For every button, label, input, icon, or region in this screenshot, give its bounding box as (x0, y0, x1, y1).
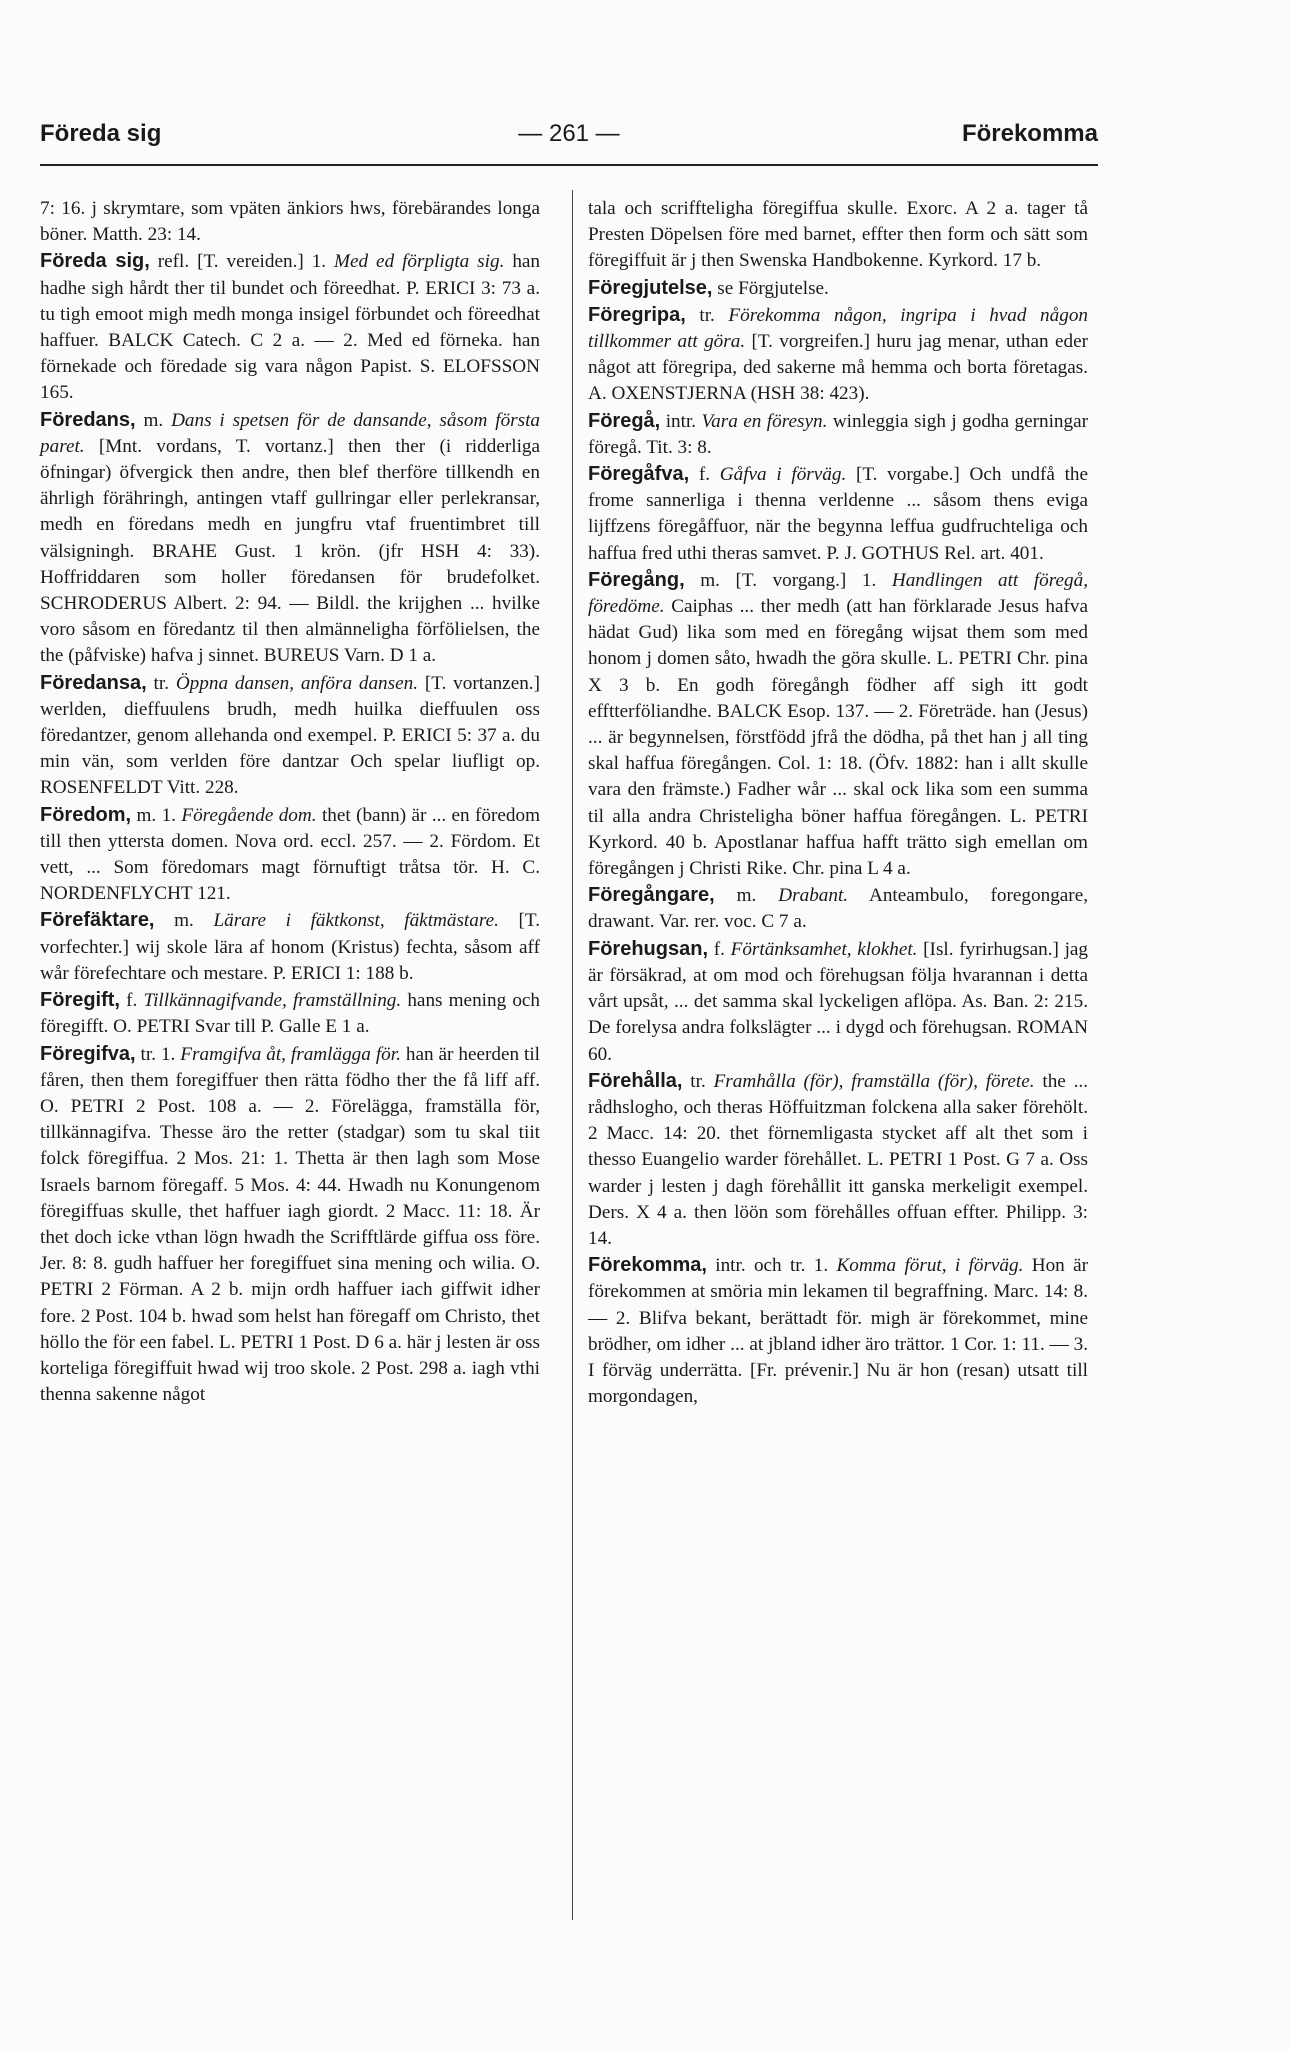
entry-text: 7: 16. j skrymtare, som vpäten änkiors hws, förebärandes longa böner. Matth. 23: 14. (40, 198, 540, 246)
grammar-note: m. (174, 910, 194, 932)
definition: Framgifva åt, framlägga för. (180, 1043, 401, 1065)
dictionary-entry (40, 248, 540, 406)
entry-text: Hon är förekommen at smöria min lekamen til begraffning. Marc. 14: 8. — 2. Blifva bekant, berättadt för. migh är förekommet, mine brödher, om idher ... at jbland idher äro trättor. 1 Cor. 1: 11. — 3. I förväg underrätta. [Fr. prévenir.] Nu är hon (resan) utsatt till morgondagen, (588, 1255, 1088, 1408)
grammar-note: se (717, 277, 734, 299)
entry-text: [T. vorgabe.] Och undfå the frome sannerliga i thenna verldenne ... såsom thens eviga lijffzens föregåffuor, när the begynna leffua gudfruchteliga och haffua fred uthi theras samvet. P. J. GOTHUS Rel. art. 401. (588, 464, 1089, 564)
dictionary-entry (588, 196, 1088, 275)
grammar-note: m. (143, 409, 164, 431)
definition: Handlingen att föregå, föredöme. (588, 569, 1089, 618)
running-head-right: Förekomma (961, 120, 1098, 147)
dictionary-entry (40, 407, 540, 670)
entry-text: hans mening och föregifft. O. PETRI Svar till P. Galle E 1 a. (40, 990, 541, 1038)
grammar-note: intr. (665, 410, 697, 432)
definition: Vara en föresyn. (701, 410, 828, 432)
headword: Förehålla, (588, 1069, 683, 1092)
entry-text: tala och scriffteligha föregiffua skulle. Exorc. A 2 a. tager tå Presten Döpelsen före med barnet, effter then form och sätt som föregiffuit är j then Swenska Handbokenne. Kyrkord. 17 b. (588, 198, 1088, 272)
entry-text: thet (bann) är ... en föredom till then yttersta domen. Nova ord. eccl. 257. — 2. Fördom. Et vett, ... Som föredomars magt förnuftigt tråtsa tör. H. C. NORDENFLYCHT 121. (40, 804, 541, 905)
column-divider (572, 190, 573, 1920)
entry-text: [T. vorgreifen.] huru jag menar, uthan eder något att föregripa, ded sakerne må hemma och borta företagas. A. OXENSTJERNA (HSH 38: 423). (588, 331, 1088, 405)
entry-text: Anteambulo, foregongare, drawant. Var. rer. voc. C 7 a. (588, 885, 1089, 933)
entry-text: [Isl. fyrirhugsan.] jag är försäkrad, at om mod och förehugsan följa hvarannan i detta vårt upsåt, ... det samma skal lyckeligen aflöpa. As. Ban. 2: 215. De forelysa andra folkslägter ... i dygd och förehugsan. ROMAN 60. (588, 938, 1089, 1065)
definition: Förekomma någon, ingripa i hvad någon tillkommer att göra. (588, 304, 1089, 353)
entry-text: han hadhe sigh hårdt ther til bundet och föreedhat. P. ERICI 3: 73 a. tu tigh emoot migh medh monga insigel förbundet och föreedhat haffuer. BALCK Catech. C 2 a. — 2. Med ed förneka. han förnekade och föredade sig vara någon Papist. S. ELOFSSON 165. (40, 251, 541, 404)
grammar-note: tr. (690, 1070, 706, 1092)
headword: Föredans, (40, 408, 136, 431)
grammar-note: f. (126, 990, 138, 1012)
headword: Föregåfva, (588, 463, 690, 486)
dictionary-entry (40, 196, 540, 248)
grammar-note: m. [T. vorgang.] 1. (700, 569, 877, 591)
running-head-left: Föreda sig (40, 120, 162, 147)
running-head (40, 120, 1098, 160)
entry-text: Förgjutelse. (738, 277, 829, 299)
entry-text: [Mnt. vordans, T. vortanz.] then ther (i ridderliga öfningar) öfvergick then andre, then blef therföre tillkendh en ährligh förähringh, antingen vtaff gullringar eller perlekransar, medh en föredans medh en jungfru vtaf fruentimbret till välsigningh. BRAHE Gust. 1 krön. (jfr HSH 4: 33). Hoffriddaren som holler föredansen för brudefolket. SCHRODERUS Albert. 2: 94. — Bildl. the krijghen ... hvilke voro såsom en föredantz til then almänneligha förfölielsen, the the (påfviske) hafva j sinnet. BUREUS Varn. D 1 a. (40, 435, 541, 667)
dictionary-entry (588, 461, 1088, 567)
grammar-note: f. (713, 938, 725, 960)
headword: Föregångare, (588, 884, 715, 907)
dictionary-entry (40, 670, 540, 802)
headword: Föreda sig, (40, 250, 150, 273)
dictionary-entry (588, 882, 1088, 935)
grammar-note: m. 1. (136, 804, 176, 826)
headword: Föregång, (588, 568, 685, 591)
right-column (588, 196, 1088, 1410)
definition: Drabant. (778, 885, 849, 907)
headword: Förekomma, (588, 1254, 707, 1277)
header-rule (40, 164, 1098, 166)
dictionary-entry (588, 1068, 1088, 1252)
definition: Gåfva i förväg. (719, 464, 847, 486)
entry-text: [T. vorfechter.] wij skole lära af honom (Kristus) fechta, såsom aff wår förefechtare och mestare. P. ERICI 1: 188 b. (40, 910, 541, 984)
entry-text: winleggia sigh j godha gerningar föregå. Tit. 3: 8. (588, 410, 1089, 458)
left-column (40, 196, 540, 1408)
definition: Framhålla (för), framställa (för), förete. (713, 1070, 1035, 1092)
headword: Föregift, (40, 989, 120, 1012)
headword: Föredom, (40, 803, 132, 826)
headword: Förefäktare, (40, 909, 155, 932)
entry-text: Caiphas ... ther medh (att han förklarade Jesus hafva hädat Gud) lika som med en föregång wijsat them som med honom j domen såto, hwadh the göra skulle. L. PETRI Chr. pina X 3 b. En godh föregångh födher aff sigh itt godt efftterföliandhe. BALCK Esop. 137. — 2. Företräde. han (Jesus) ... är begynnelsen, förstfödd jfrå the dödha, på thet han j all ting skal haffua föregången. Col. 1: 18. (Öfv. 1882: han i allt skulle vara den främste.) Fadher wår ... skal ock lika som een summa til alla andra Christeligha böner haffua föregången. L. PETRI Kyrkord. 40 b. Apostlanar haffua hafft trätto sigh emellan om föregången j Christi Rike. Chr. pina L 4 a. (588, 596, 1089, 880)
grammar-note: tr. (699, 304, 715, 326)
definition: Öppna dansen, anföra dansen. (175, 672, 419, 694)
grammar-note: m. (736, 885, 757, 907)
headword: Föredansa, (40, 671, 147, 694)
dictionary-entry (588, 567, 1088, 882)
dictionary-entry (40, 1041, 540, 1409)
grammar-note: tr. 1. (140, 1043, 176, 1065)
dictionary-entry (588, 408, 1088, 461)
dictionary-entry (40, 987, 540, 1040)
definition: Dans i spetsen för de dansande, såsom första paret. (40, 409, 541, 457)
entry-text: han är heerden til fåren, then them foregiffuer then rätta födho ther the få liff aff. O. PETRI 2 Post. 108 a. — 2. Förelägga, framställa för, tillkännagifva. Thesse äro the retter (stadgar) som tu skal tiit folck föregiffua. 2 Mos. 21: 1. Thetta är then lagh som Mose Israels barnom föregaff. 5 Mos. 4: 44. Hwadh nu Konungenom föregiffuas skulle, thet haffuer iagh giordt. 2 Macc. 11: 18. Är thet doch icke vthan lögn hwadh the Scrifftlärde giffua oss före. Jer. 8: 8. gudh haffuer her foregiffuet sina mening och wilia. O. PETRI 2 Förman. A 2 b. mijn ordh haffuer iach giffwit idher fore. 2 Post. 104 b. hwad som helst han föregaff om Christo, thet höllo the för een fabel. L. PETRI 1 Post. D 6 a. här j lesten är oss korteliga föregiffuit hwad wij troo skole. 2 Post. 298 a. iagh vthi thenna sakenne något (40, 1043, 541, 1406)
dictionary-entry (40, 802, 540, 908)
headword: Föregripa, (588, 303, 686, 326)
headword: Föregifva, (40, 1042, 136, 1065)
entry-text: [T. vortanzen.] werlden, dieffuulens brudh, medh huilka dieffuulen oss föredantzer, genom allehanda ond exempel. P. ERICI 5: 37 a. du min vän, som verlden före dantzar Och spelar liufligt op. ROSENFELDT Vitt. 228. (40, 672, 540, 799)
grammar-note: f. (698, 464, 711, 486)
dictionary-entry (40, 907, 540, 987)
definition: Föregående dom. (181, 804, 317, 826)
definition: Med ed förpligta sig. (334, 251, 505, 273)
dictionary-entry (588, 275, 1088, 302)
dictionary-entry (588, 1252, 1088, 1410)
entry-text: the ... rådhslogho, och theras Höffuitzman folckena alla saker förehölt. 2 Macc. 14: 20. thet förnemligasta stycket aff alt thet som i thesso Euangelio warder förehållet. L. PETRI 1 Post. G 7 a. Oss warder j lesten j dagh förehållit itt ganska merkeligit exempel. Ders. X 4 a. then löön som förehålles offuan effter. Philipp. 3: 14. (588, 1070, 1089, 1249)
dictionary-entry (588, 936, 1088, 1068)
headword: Föregå, (588, 409, 661, 432)
definition: Tillkännagifvande, framställning. (143, 990, 402, 1012)
page-number: — 261 — (518, 120, 620, 147)
definition: Komma förut, i förväg. (836, 1255, 1024, 1277)
grammar-note: refl. [T. vereiden.] 1. (157, 251, 327, 273)
grammar-note: tr. (153, 672, 169, 694)
headword: Förehugsan, (588, 937, 709, 960)
grammar-note: intr. och tr. 1. (715, 1255, 829, 1277)
definition: Lärare i fäktkonst, fäktmästare. (213, 910, 499, 932)
definition: Förtänksamhet, klokhet. (730, 938, 918, 960)
dictionary-entry (588, 302, 1088, 408)
headword: Föregjutelse, (588, 276, 713, 299)
